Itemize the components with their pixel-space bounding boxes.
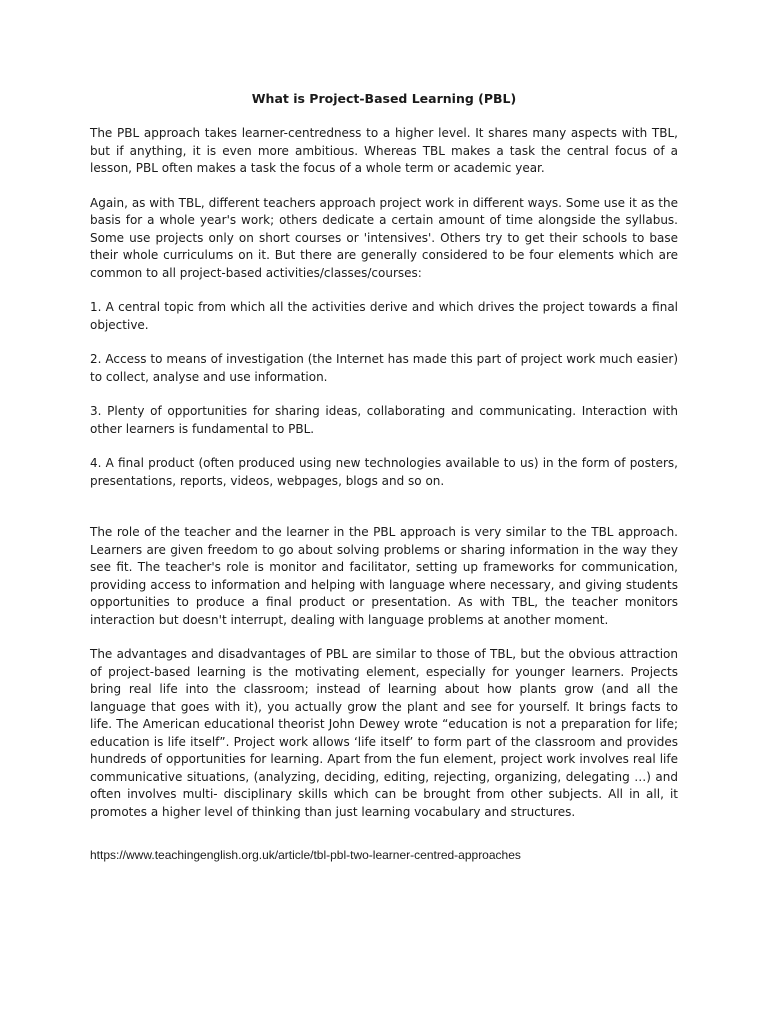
- paragraph-approaches: Again, as with TBL, different teachers approach project work in different ways. Some use it as the basis for a whole year's work; others dedicate a certain amount of time alongside the syllabus. Some use projects only on short courses or 'intensives'. Others try to get their schools to base their whole curriculums on it. But there are generally considered to be four elements which are common to all project-based activities/classes/courses:: [90, 195, 678, 280]
- list-item-collaboration: 3. Plenty of opportunities for sharing ideas, collaborating and communicating. Interaction with other learners is fundamental to PBL.: [90, 404, 678, 436]
- document-title: What is Project-Based Learning (PBL): [251, 91, 517, 106]
- document-page: [90, 90, 678, 863]
- paragraph-teacher-role: The role of the teacher and the learner in the PBL approach is very similar to the TBL approach. Learners are given freedom to go about solving problems or sharing information in the way they see fit. The teacher's role is monitor and facilitator, setting up frameworks for communication, providing access to information and helping with language where necessary, and giving students opportunities to produce a final product or presentation. As with TBL, the teacher monitors interaction but doesn't interrupt, dealing with language problems at another moment.: [90, 525, 678, 627]
- source-url: https://www.teachingenglish.org.uk/article/tbl-pbl-two-learner-centred-approaches: [90, 848, 521, 862]
- list-item-final-product: 4. A final product (often produced using new technologies available to us) in the form of posters, presentations, reports, videos, webpages, blogs and so on.: [90, 456, 678, 488]
- list-item-investigation: 2. Access to means of investigation (the Internet has made this part of project work much easier) to collect, analyse and use information.: [90, 352, 678, 384]
- paragraph-advantages: The advantages and disadvantages of PBL are similar to those of TBL, but the obvious attraction of project-based learning is the motivating element, especially for younger learners. Projects bring real life into the classroom; instead of learning about how plants grow (and all the language that goes with it), you actually grow the plant and see for yourself. It brings facts to life. The American educational theorist John Dewey wrote “education is not a preparation for life; education is life itself”. Project work allows ‘life itself’ to form part of the classroom and provides hundreds of opportunities for learning. Apart from the fun element, project work involves real life communicative situations, (analyzing, deciding, editing, rejecting, organizing, delegating …) and often involves multi- disciplinary skills which can be brought from other subjects. All in all, it promotes a higher level of thinking than just learning vocabulary and structures.: [90, 647, 678, 819]
- list-item-central-topic: 1. A central topic from which all the activities derive and which drives the project towards a final objective.: [90, 300, 678, 332]
- paragraph-intro: The PBL approach takes learner-centredness to a higher level. It shares many aspects with TBL, but if anything, it is even more ambitious. Whereas TBL makes a task the central focus of a lesson, PBL often makes a task the focus of a whole term or academic year.: [90, 126, 678, 175]
